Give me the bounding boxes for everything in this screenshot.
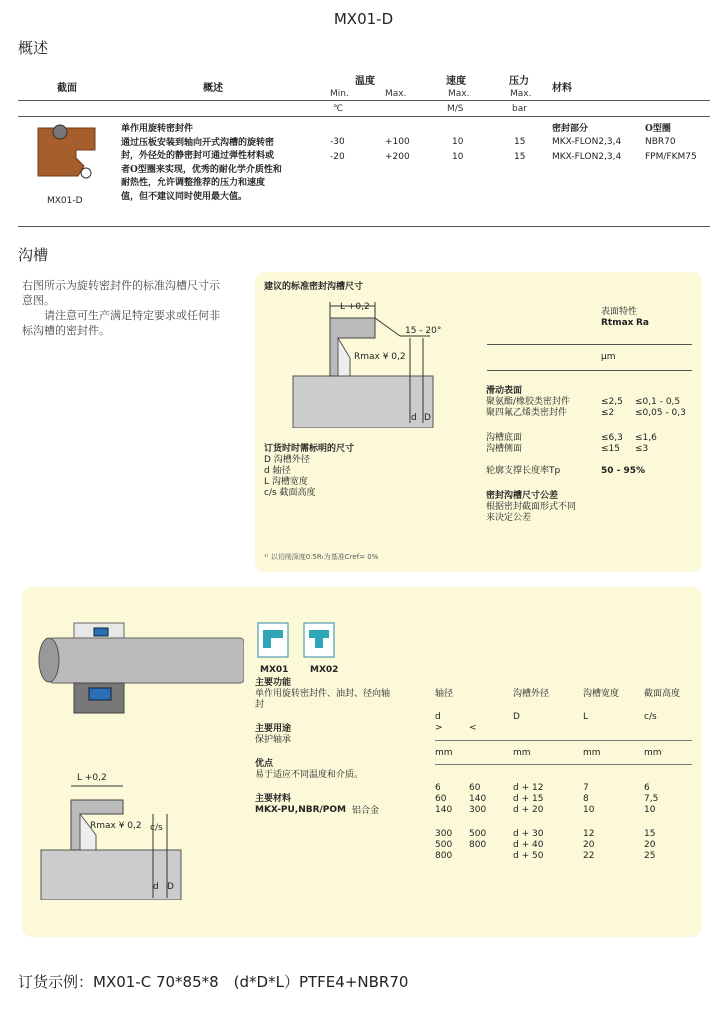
overview-heading: 概述 xyxy=(18,39,49,57)
cell: d + 12 xyxy=(513,783,544,793)
header-speed: 速度 xyxy=(446,76,466,87)
bottom-r2a: ≤15 xyxy=(601,444,620,454)
cell: 140 xyxy=(469,794,487,804)
tolerance-l1: 根据密封截面形式不同 xyxy=(486,502,577,512)
unit-pressure: bar xyxy=(512,104,527,114)
surface-title: 表面特性 xyxy=(601,307,638,317)
divider xyxy=(18,226,710,227)
order-dim-cs: c/s 截面高度 xyxy=(264,488,316,498)
surface-unit: μm xyxy=(601,352,616,362)
order-dim-D: D 沟槽外径 xyxy=(264,455,310,465)
row2-seal: MKX-FLON2,3,4 xyxy=(552,152,622,162)
divider xyxy=(18,100,710,101)
order-dim-L: L 沟槽宽度 xyxy=(264,477,308,487)
func-line: 封 xyxy=(255,700,265,710)
sliding-r2b: ≤0,05 - 0,3 xyxy=(635,408,686,418)
overview-description xyxy=(121,123,316,204)
col-outer: 沟槽外径 xyxy=(513,689,550,699)
intro-line: 标沟槽的密封件。 xyxy=(22,324,110,337)
cell: d + 15 xyxy=(513,794,544,804)
tolerance-l2: 来决定公差 xyxy=(486,513,532,523)
dim2-d: d xyxy=(153,882,159,892)
header-temp: 温度 xyxy=(355,76,375,87)
mx01-label: MX01 xyxy=(260,665,289,675)
cell: 800 xyxy=(435,851,453,861)
row1-pressure: 15 xyxy=(514,137,526,147)
dim2-cs: c/s xyxy=(150,823,163,833)
seal-profile-drawing xyxy=(30,118,105,193)
dim-angle: 15 - 20° xyxy=(405,326,442,336)
sym-gt: > xyxy=(435,723,443,733)
cell: d + 50 xyxy=(513,851,544,861)
desc-line: 单作用旋转密封件 xyxy=(121,124,194,134)
header-desc: 概述 xyxy=(203,83,223,94)
groove-heading: 沟槽 xyxy=(18,246,49,264)
col-shaft: 轴径 xyxy=(435,689,454,699)
adv-title: 优点 xyxy=(255,759,274,769)
header-temp-min: Min. xyxy=(330,89,349,99)
divider xyxy=(487,344,692,345)
dim-D: D xyxy=(424,413,431,423)
cell: 300 xyxy=(435,829,453,839)
func-line: 单作用旋转密封件、油封、径向轴 xyxy=(255,689,391,699)
mat-title: 主要材料 xyxy=(255,794,292,804)
col-width: 沟槽宽度 xyxy=(583,689,620,699)
header-speed-max: Max. xyxy=(448,89,470,99)
unit-mm: mm xyxy=(644,748,662,758)
adv-text: 易于适应不同温度和介质。 xyxy=(255,770,364,780)
mat-text: MKX-PU,NBR/POM xyxy=(255,805,347,815)
footnote: ¹⁾ 以切削深度0.5Rₜ为基准Cref= 0% xyxy=(264,553,379,561)
bottom-r2b: ≤3 xyxy=(635,444,649,454)
order-dim-d: d 轴径 xyxy=(264,466,291,476)
cell: 300 xyxy=(469,805,487,815)
page-title: MX01-D xyxy=(333,10,394,28)
desc-line: 值，但不建议同时使用最大值。 xyxy=(121,191,248,202)
shaft-assembly-drawing xyxy=(34,618,244,728)
groove-drawing xyxy=(290,298,450,428)
cell: 12 xyxy=(583,829,595,839)
bottom-r2: 沟槽侧面 xyxy=(486,444,523,454)
cell: 7 xyxy=(583,783,589,793)
sym-cs: c/s xyxy=(644,712,657,722)
sym-d: d xyxy=(435,712,441,722)
sliding-title: 滑动表面 xyxy=(486,386,523,396)
cell: 6 xyxy=(644,783,650,793)
cell: 6 xyxy=(435,783,441,793)
intro-line: 请注意可生产满足特定要求或任何非 xyxy=(44,309,220,322)
unit-mm: mm xyxy=(583,748,601,758)
row2-speed: 10 xyxy=(452,152,464,162)
bottom-r1: 沟槽底面 xyxy=(486,433,523,443)
groove-intro xyxy=(22,278,247,338)
unit-mm: mm xyxy=(435,748,453,758)
cell: 25 xyxy=(644,851,656,861)
surface-rt: Rtmax xyxy=(601,318,634,328)
divider xyxy=(435,740,692,741)
desc-line: 通过压板安装到轴向开式沟槽的旋转密 xyxy=(121,137,275,148)
support-value: 50 - 95% xyxy=(601,466,646,476)
row1-oring: NBR70 xyxy=(645,137,676,147)
groove-drawing-2 xyxy=(38,780,188,900)
bottom-r1a: ≤6,3 xyxy=(601,433,623,443)
order-dims-title: 订货时时需标明的尺寸 xyxy=(264,444,355,454)
sym-lt: < xyxy=(469,723,477,733)
row1-max: +100 xyxy=(385,137,410,147)
row2-oring: FPM/FKM75 xyxy=(645,152,697,162)
cell: 7,5 xyxy=(644,794,659,804)
cell: 60 xyxy=(469,783,481,793)
cell: 8 xyxy=(583,794,589,804)
sliding-r1a: ≤2,5 xyxy=(601,397,623,407)
divider xyxy=(487,370,692,371)
cell: d + 20 xyxy=(513,805,544,815)
row1-seal: MKX-FLON2,3,4 xyxy=(552,137,622,147)
cell: 500 xyxy=(435,840,453,850)
dim-l: L +0,2 xyxy=(340,302,370,312)
sliding-r2: 聚四氟乙烯类密封件 xyxy=(486,408,568,418)
mat-text-2: 铝合金 xyxy=(352,806,380,816)
unit-temp: ℃ xyxy=(333,104,344,114)
desc-line: 者O型圈来实现，优秀的耐化学介质性和 xyxy=(121,164,282,175)
mx01-icon xyxy=(257,622,289,658)
header-pressure: 压力 xyxy=(509,76,529,87)
col-height: 截面高度 xyxy=(644,689,681,699)
support-label: 轮廓支撑长度率Tp xyxy=(486,466,561,476)
sym-L: L xyxy=(583,712,589,722)
row1-min: -30 xyxy=(330,137,345,147)
cell: 10 xyxy=(583,805,595,815)
row2-max: +200 xyxy=(385,152,410,162)
mx02-icon xyxy=(303,622,335,658)
desc-line: 耐热性，允许调整推荐的压力和速度 xyxy=(121,178,266,188)
tolerance-title: 密封沟槽尺寸公差 xyxy=(486,491,559,501)
cell: 10 xyxy=(644,805,656,815)
header-temp-max: Max. xyxy=(385,89,407,99)
bottom-r1b: ≤1,6 xyxy=(635,433,657,443)
unit-speed: M/S xyxy=(447,104,464,114)
cell: d + 30 xyxy=(513,829,544,839)
divider xyxy=(435,764,692,765)
header-pressure-max: Max. xyxy=(510,89,532,99)
header-section: 截面 xyxy=(57,83,77,94)
dim-rmax: Rmax ¥ 0,2 xyxy=(354,352,406,362)
cell: 500 xyxy=(469,829,487,839)
intro-line: 意图。 xyxy=(22,294,55,307)
cell: 20 xyxy=(583,840,595,850)
unit-mm: mm xyxy=(513,748,531,758)
cell: 15 xyxy=(644,829,656,839)
dim2-rmax: Rmax ¥ 0,2 xyxy=(90,821,142,831)
dim-d: d xyxy=(411,413,417,423)
order-example: 订货示例：MX01-C 70*85*8 (d*D*L）PTFE4+NBR70 xyxy=(18,973,409,991)
use-text: 保护轴承 xyxy=(255,735,292,745)
panel-title: 建议的标准密封沟槽尺寸 xyxy=(264,282,364,292)
row1-speed: 10 xyxy=(452,137,464,147)
surface-ra: Ra xyxy=(636,318,650,328)
dim2-D: D xyxy=(167,882,174,892)
row2-pressure: 15 xyxy=(514,152,526,162)
header-material: 材料 xyxy=(552,83,572,94)
profile-label: MX01-D xyxy=(47,196,83,206)
cell: 800 xyxy=(469,840,487,850)
row2-min: -20 xyxy=(330,152,345,162)
cell: 20 xyxy=(644,840,656,850)
dim2-l: L +0,2 xyxy=(77,773,107,783)
use-title: 主要用途 xyxy=(255,724,292,734)
material-seal-head: 密封部分 xyxy=(552,124,589,134)
sliding-r1b: ≤0,1 - 0,5 xyxy=(635,397,681,407)
intro-line: 右图所示为旋转密封件的标准沟槽尺寸示 xyxy=(22,279,220,292)
material-oring-head: O型圈 xyxy=(645,124,671,134)
divider xyxy=(18,116,710,117)
cell: 22 xyxy=(583,851,595,861)
func-title: 主要功能 xyxy=(255,678,292,688)
cell: 140 xyxy=(435,805,453,815)
sliding-r2a: ≤2 xyxy=(601,408,615,418)
mx02-label: MX02 xyxy=(310,665,339,675)
sliding-r1: 聚氨酯/橡胶类密封件 xyxy=(486,397,571,407)
cell: d + 40 xyxy=(513,840,544,850)
desc-line: 封，外径处的静密封可通过弹性材料或 xyxy=(121,151,275,161)
cell: 60 xyxy=(435,794,447,804)
sym-D: D xyxy=(513,712,520,722)
